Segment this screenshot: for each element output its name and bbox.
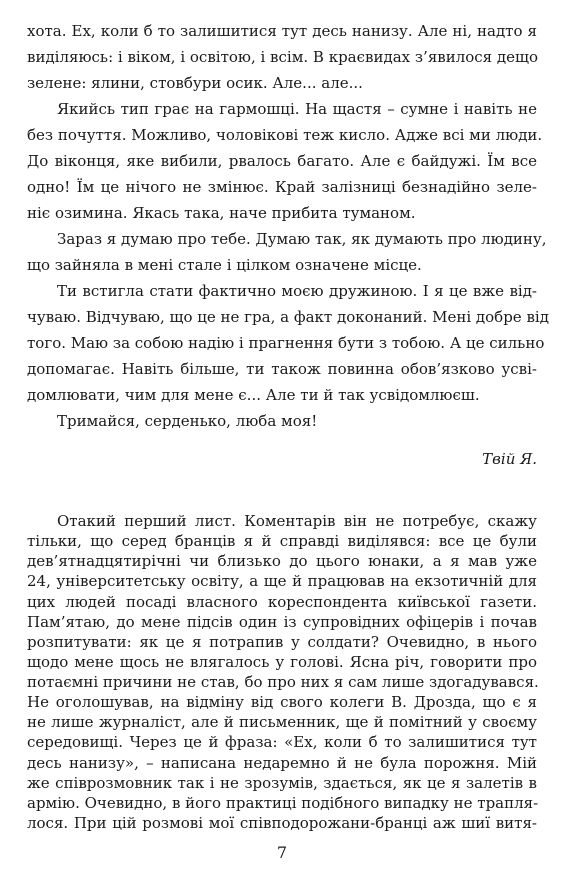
letter-line: того. Маю за собою надію і прагнення бути з тобою. А це сильно <box>27 334 545 352</box>
letter-line: Ти встигла стати фактично моєю дружиною. І я це вже від- <box>57 282 537 300</box>
commentary-line: не лише журналіст, але й письменник, ще й помітний у своєму <box>27 713 537 731</box>
letter-signature: Твій Я. <box>482 450 537 468</box>
commentary-line: же співрозмовник так і не зрозумів, здається, як це я залетів в <box>27 774 537 792</box>
commentary-line: Пам’ятаю, до мене підсів один із супровідних офіцерів і почав <box>27 613 537 631</box>
commentary-line: десь нанизу», – написана недаремно й не була порожня. Мій <box>27 754 537 772</box>
commentary-line: Не оголошував, на відміну від свого колеги В. Дрозда, що є я <box>27 693 537 711</box>
commentary-line: 24, університетську освіту, а ще й працював на екзотичній для <box>27 572 537 590</box>
letter-line: що зайняла в мені стале і цілком означене місце. <box>27 256 422 274</box>
commentary-line: цих людей посаді власного кореспондента київської газети. <box>27 593 537 611</box>
commentary-line: лося. При цій розмові мої співподорожани-бранці аж шиї витя- <box>27 814 537 832</box>
commentary-line: розпитувати: як це я потрапив у солдати? Очевидно, в нього <box>27 633 537 651</box>
commentary-line: щодо мене щось не влягалось у голові. Ясна річ, говорити про <box>27 653 537 671</box>
commentary-line: армію. Очевидно, в його практиці подібного випадку не трапля- <box>27 794 539 812</box>
commentary-line: потаємні причини не став, бо про них я сам лише здогадувався. <box>27 673 539 691</box>
letter-line: чуваю. Відчуваю, що це не гра, а факт доконаний. Мені добре від <box>27 308 549 326</box>
commentary-line: тільки, що серед бранців я й справді виділявся: все це були <box>27 532 537 550</box>
letter-line: без почуття. Можливо, чоловікові теж кисло. Адже всі ми люди. <box>27 126 543 144</box>
letter-line: зелене: ялини, стовбури осик. Але... але... <box>27 74 363 92</box>
letter-line: Тримайся, серденько, люба моя! <box>57 412 318 430</box>
commentary-line: Отакий перший лист. Коментарів він не потребує, скажу <box>57 512 537 530</box>
commentary-line: середовищі. Через це й фраза: «Ех, коли б то залишитися тут <box>27 733 537 751</box>
letter-line: До віконця, яке вибили, рвалось багато. Але є байдужі. Їм все <box>27 152 537 170</box>
letter-line: одно! Їм це нічого не змінює. Край залізниці безнадійно зеле- <box>27 178 537 196</box>
letter-line: хота. Ех, коли б то залишитися тут десь нанизу. Але ні, надто я <box>27 22 537 40</box>
letter-line: домлювати, чим для мене є... Але ти й так усвідомлюєш. <box>27 386 480 404</box>
letter-line: допомагає. Навіть більше, ти також повинна обов’язково усві- <box>27 360 537 378</box>
book-page <box>27 0 549 874</box>
letter-line: Якийсь тип грає на гармошці. На щастя – сумне і навіть не <box>57 100 537 118</box>
letter-line: виділяюсь: і віком, і освітою, і всім. В краєвидах з’явилося дещо <box>27 48 539 66</box>
letter-line: ніє озимина. Якась така, наче прибита туманом. <box>27 204 416 222</box>
page-number: 7 <box>276 843 288 862</box>
letter-line: Зараз я думаю про тебе. Думаю так, як думають про людину, <box>57 230 547 248</box>
commentary-line: дев’ятнадцятирічні чи близько до цього юнаки, а я мав уже <box>27 552 537 570</box>
